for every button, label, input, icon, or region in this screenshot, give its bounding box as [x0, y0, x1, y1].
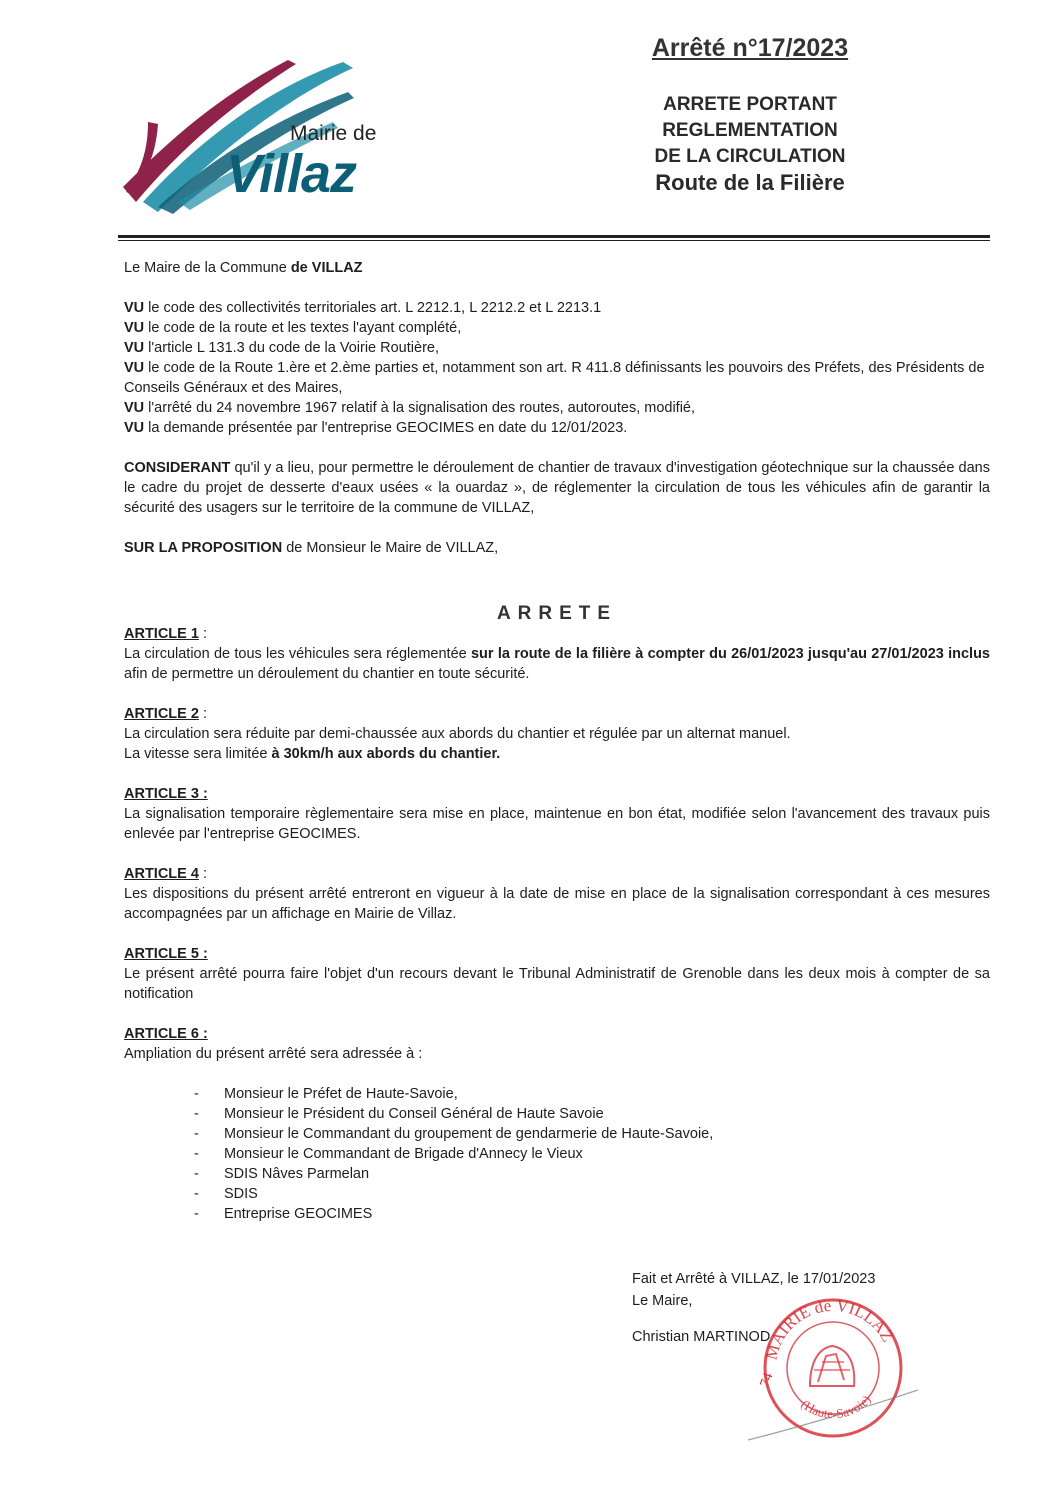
vu-label: VU: [124, 360, 145, 376]
article-2-heading: [124, 704, 990, 724]
header-divider-thin: [118, 240, 990, 241]
logo-name-text: Villaz: [226, 144, 357, 204]
list-item: - Monsieur le Commandant de Brigade d'Annecy le Vieux: [194, 1144, 990, 1164]
vu-item: [124, 418, 990, 438]
vu-label: VU: [124, 340, 145, 356]
article-1-text: [124, 644, 990, 684]
article-text-part: La vitesse sera limitée: [124, 746, 272, 762]
article-1-heading: [124, 624, 990, 644]
article-heading-label: ARTICLE 4: [124, 866, 199, 882]
list-item: - Monsieur le Préfet de Haute-Savoie,: [194, 1084, 990, 1104]
stamp-number: 74: [757, 1371, 777, 1390]
list-item: - Monsieur le Commandant du groupement de gendarmerie de Haute-Savoie,: [194, 1124, 990, 1144]
vu-label: VU: [124, 420, 145, 436]
vu-text: la demande présentée par l'entreprise GEOCIMES en date du 12/01/2023.: [144, 420, 628, 436]
vu-item: [124, 338, 990, 358]
signatory-name: Christian MARTINOD: [632, 1329, 771, 1345]
vu-item: [124, 358, 990, 398]
logo-prefix-text: Mairie de: [290, 122, 377, 145]
article-6-heading: [124, 1024, 990, 1044]
vu-text: le code de la Route 1.ère et 2.ème parties et, notamment son art. R 411.8 définissants les pouvoirs des Préfets, des Présidents de Conseils Généraux et des Maires,: [124, 360, 985, 396]
title-road: Route de la Filière: [655, 170, 845, 195]
heading-colon: :: [198, 866, 207, 882]
vu-text: le code des collectivités territoriales art. L 2212.1, L 2212.2 et L 2213.1: [144, 300, 602, 316]
article-3-heading: [124, 784, 990, 804]
article-heading-label: ARTICLE 1: [124, 626, 199, 642]
vu-label: VU: [124, 320, 145, 336]
mayor-commune: de VILLAZ: [290, 260, 363, 276]
signatory-role: Le Maire,: [632, 1293, 693, 1309]
vu-item: [124, 398, 990, 418]
arrete-number: Arrêté n°17/2023: [651, 34, 849, 62]
mayor-intro-text: Le Maire de la Commune: [124, 260, 291, 276]
vu-item: [124, 318, 990, 338]
article-text-bold: à 30km/h aux abords du chantier.: [271, 746, 501, 762]
header-divider: [118, 235, 990, 238]
considerant-text: qu'il y a lieu, pour permettre le déroulement de chantier de travaux d'investigation géotechnique sur la chaussée dans le cadre du projet de desserte d'eaux usées « la ouardaz », de réglementer la circulation de tous les véhicules afin de garantir la sécurité des usagers sur le territoire de la commune de VILLAZ,: [124, 460, 990, 516]
list-item: - Monsieur le Président du Conseil Général de Haute Savoie: [194, 1104, 990, 1124]
stamp-bottom-text: (Haute-Savoie): [798, 1392, 874, 1422]
title-line-2: REGLEMENTATION: [662, 120, 838, 141]
vu-text: l'article L 131.3 du code de la Voirie Routière,: [144, 340, 439, 356]
vu-list: [124, 298, 990, 438]
document-body: [124, 258, 990, 1224]
list-item: - SDIS: [194, 1184, 990, 1204]
article-3-text: La signalisation temporaire règlementaire sera mise en place, maintenue en bon état, modifiée selon l'avancement des travaux puis enlevée par l'entreprise GEOCIMES.: [124, 806, 990, 842]
considerant-label: CONSIDERANT: [124, 460, 231, 476]
article-heading-label: ARTICLE 5 :: [124, 946, 208, 962]
stamp-graphic: [748, 1290, 918, 1445]
title-line-1: ARRETE PORTANT: [663, 94, 837, 115]
mairie-villaz-logo: [118, 52, 398, 217]
logo-graphic: [118, 52, 398, 217]
article-heading-label: ARTICLE 3 :: [124, 786, 208, 802]
document-title: [600, 92, 900, 196]
vu-text: le code de la route et les textes l'ayant complété,: [144, 320, 462, 336]
article-5-text: Le présent arrêté pourra faire l'objet d'un recours devant le Tribunal Administratif de Grenoble dans les deux mois à compter de sa notification: [124, 966, 990, 1002]
vu-label: VU: [124, 300, 145, 316]
list-item: - SDIS Nâves Parmelan: [194, 1164, 990, 1184]
vu-text: l'arrêté du 24 novembre 1967 relatif à la signalisation des routes, autoroutes, modifié,: [144, 400, 696, 416]
list-item: - Entreprise GEOCIMES: [194, 1204, 990, 1224]
recipients-list: [124, 1084, 990, 1224]
considerant-paragraph: [124, 458, 990, 518]
vu-item: [124, 298, 990, 318]
arrete-heading: ARRETE: [496, 603, 618, 624]
article-6-text: Ampliation du présent arrêté sera adressée à :: [124, 1046, 423, 1062]
proposition-paragraph: [124, 538, 990, 558]
article-text-bold: sur la route de la filière à compter du 26/01/2023 jusqu'au 27/01/2023 inclus: [470, 646, 990, 662]
article-heading-label: ARTICLE 2: [124, 706, 199, 722]
article-text-part: afin de permettre un déroulement du chantier en toute sécurité.: [124, 666, 530, 682]
article-4-text: Les dispositions du présent arrêté entreront en vigueur à la date de mise en place de la signalisation correspondant à ces mesures accompagnées par un affichage en Mairie de Villaz.: [124, 886, 990, 922]
article-2-line-2: [124, 744, 990, 764]
article-4-heading: [124, 864, 990, 884]
heading-colon: :: [198, 626, 207, 642]
article-heading-label: ARTICLE 6 :: [124, 1026, 208, 1042]
proposition-text: de Monsieur le Maire de VILLAZ,: [282, 540, 499, 556]
mairie-stamp: [748, 1290, 918, 1445]
heading-colon: :: [198, 706, 207, 722]
mayor-intro: [124, 258, 990, 278]
stamp-top-text: MAIRIE de VILLAZ: [761, 1295, 898, 1362]
proposition-label: SUR LA PROPOSITION: [124, 540, 283, 556]
article-text-part: La circulation de tous les véhicules sera réglementée: [124, 646, 471, 662]
article-2-line-1: La circulation sera réduite par demi-chaussée aux abords du chantier et régulée par un alternat manuel.: [124, 726, 791, 742]
title-line-3: DE LA CIRCULATION: [654, 146, 846, 167]
article-5-heading: [124, 944, 990, 964]
vu-label: VU: [124, 400, 145, 416]
place-date: Fait et Arrêté à VILLAZ, le 17/01/2023: [632, 1271, 876, 1287]
